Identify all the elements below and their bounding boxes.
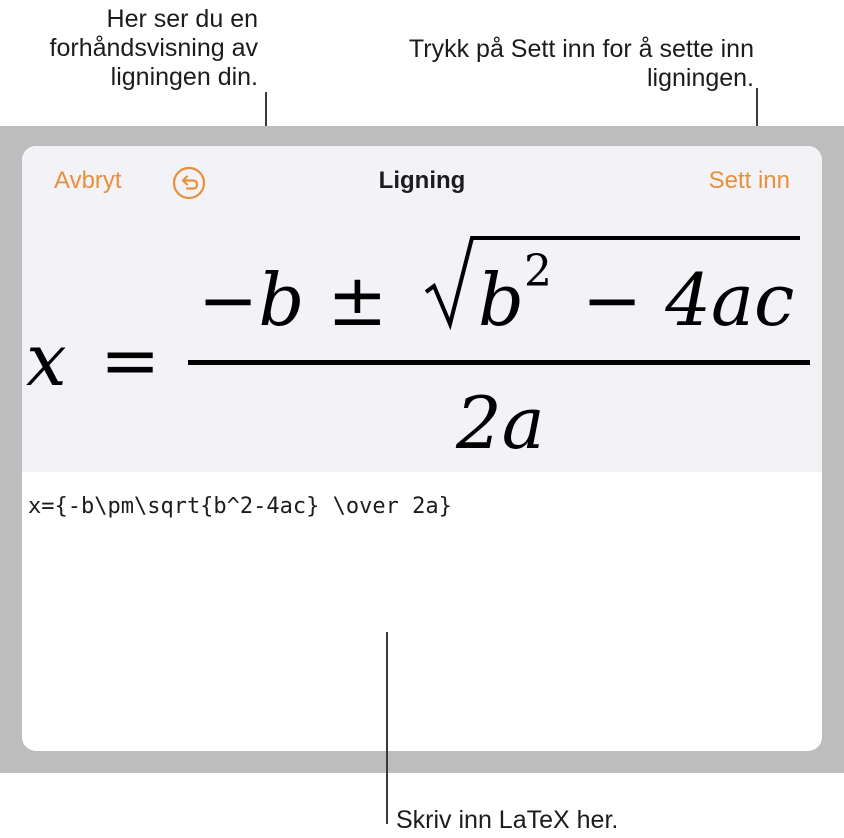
dialog-title: Ligning: [378, 167, 466, 194]
equation-equals: =: [100, 318, 161, 402]
callout-insert: Trykk på Sett inn for å sette inn ligningen.: [408, 35, 754, 92]
equation-lhs: x: [26, 318, 67, 402]
undo-icon: [172, 166, 206, 200]
insert-button[interactable]: Sett inn: [708, 167, 790, 194]
cancel-button[interactable]: Avbryt: [54, 167, 122, 194]
numerator-minus-b: −b ±: [198, 258, 388, 342]
radicand-b: b: [478, 258, 525, 342]
latex-input[interactable]: [28, 492, 808, 732]
undo-button[interactable]: [172, 166, 206, 200]
callout-latex: Skriv inn LaTeX her.: [396, 806, 619, 834]
fraction-bar: [188, 360, 810, 365]
callout-preview: Her ser du en forhåndsvisning av ligningen din.: [49, 5, 258, 91]
preview-area: [22, 146, 822, 472]
callout-latex-leader: [386, 632, 388, 824]
equation-editor-panel: [22, 146, 822, 751]
radicand-exponent: 2: [524, 246, 552, 297]
denominator: 2a: [456, 381, 545, 465]
toolbar: [22, 146, 822, 218]
equation-preview: [22, 218, 822, 472]
radicand-rest: − 4ac: [582, 258, 795, 342]
